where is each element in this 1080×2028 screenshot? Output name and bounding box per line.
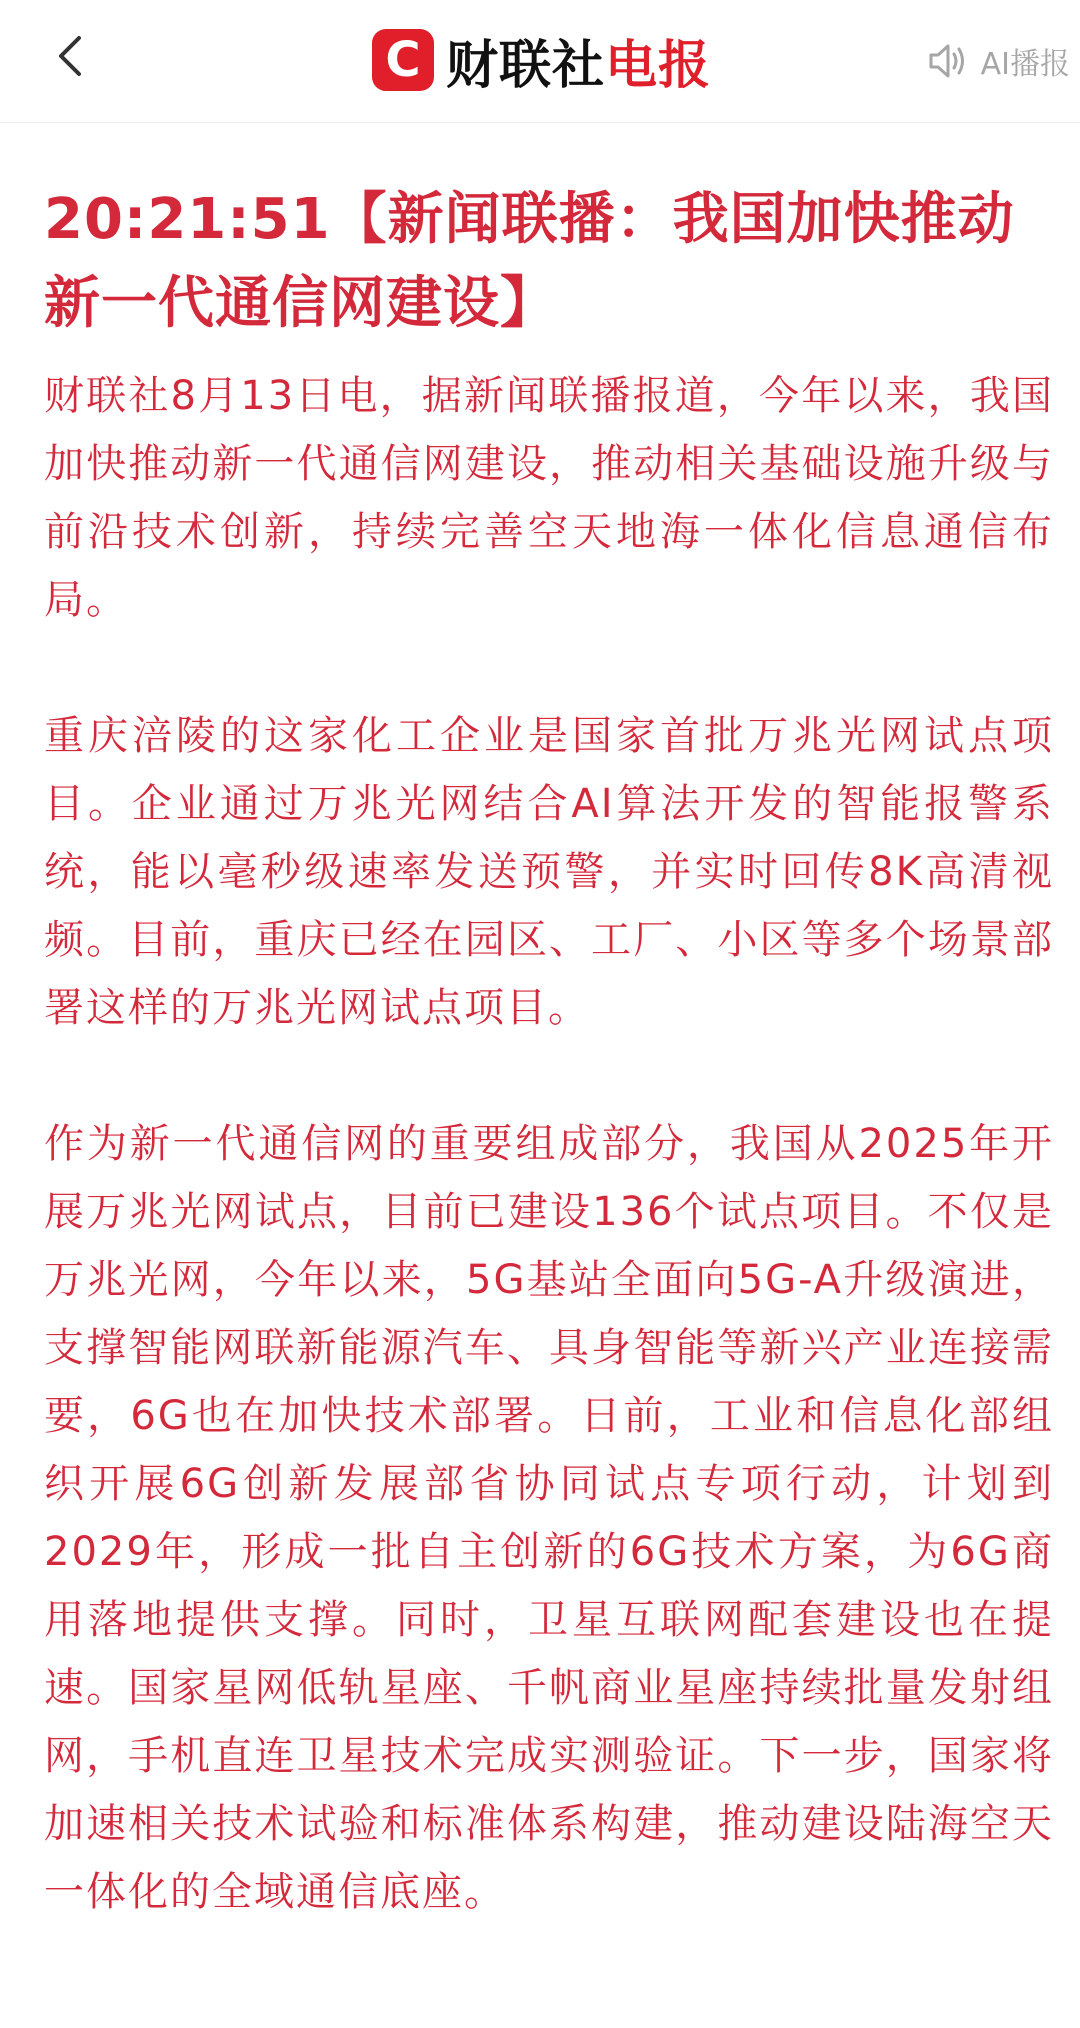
logo-mark: C (372, 29, 434, 91)
article-paragraph: 财联社8月13日电，据新闻联播报道，今年以来，我国加快推动新一代通信网建设，推动相关基础设施升级与前沿技术创新，持续完善空天地海一体化信息通信布局。 (44, 373, 1054, 623)
article-body (44, 178, 1054, 1926)
ai-play-label: AI播报 (980, 47, 1070, 82)
speaker-icon (927, 41, 969, 81)
chevron-left-icon (55, 34, 85, 78)
ai-play-button[interactable] (927, 36, 1070, 86)
brand-logo (372, 28, 712, 96)
article-paragraph: 作为新一代通信网的重要组成部分，我国从2025年开展万兆光网试点，目前已建设136个试点项目。不仅是万兆光网，今年以来，5G基站全面向5G-A升级演进，支撑智能网联新能源汽车、具身智能等新兴产业连接需要，6G也在加快技术部署。日前，工业和信息化部组织开展6G创新发展部省协同试点专项行动，计划到2029年，形成一批自主创新的6G技术方案，为6G商用落地提供支撑。同时，卫星互联网配套建设也在提速。国家星网低轨星座、千帆商业星座持续批量发射组网，手机直连卫星技术完成实测验证。下一步，国家将加速相关技术试验和标准体系构建，推动建设陆海空天一体化的全域通信底座。 (44, 1121, 1054, 1915)
logo-text-brand: 财联社 (446, 35, 606, 96)
back-button[interactable] (40, 26, 100, 86)
article-headline: 20:21:51【新闻联播：我国加快推动新一代通信网建设】 (44, 187, 1015, 336)
article-paragraph: 重庆涪陵的这家化工企业是国家首批万兆光网试点项目。企业通过万兆光网结合AI算法开发的智能报警系统，能以毫秒级速率发送预警，并实时回传8K高清视频。目前，重庆已经在园区、工厂、小区等多个场景部署这样的万兆光网试点项目。 (44, 713, 1054, 1031)
top-bar (0, 0, 1080, 123)
logo-text-telegraph: 电报 (605, 35, 712, 96)
